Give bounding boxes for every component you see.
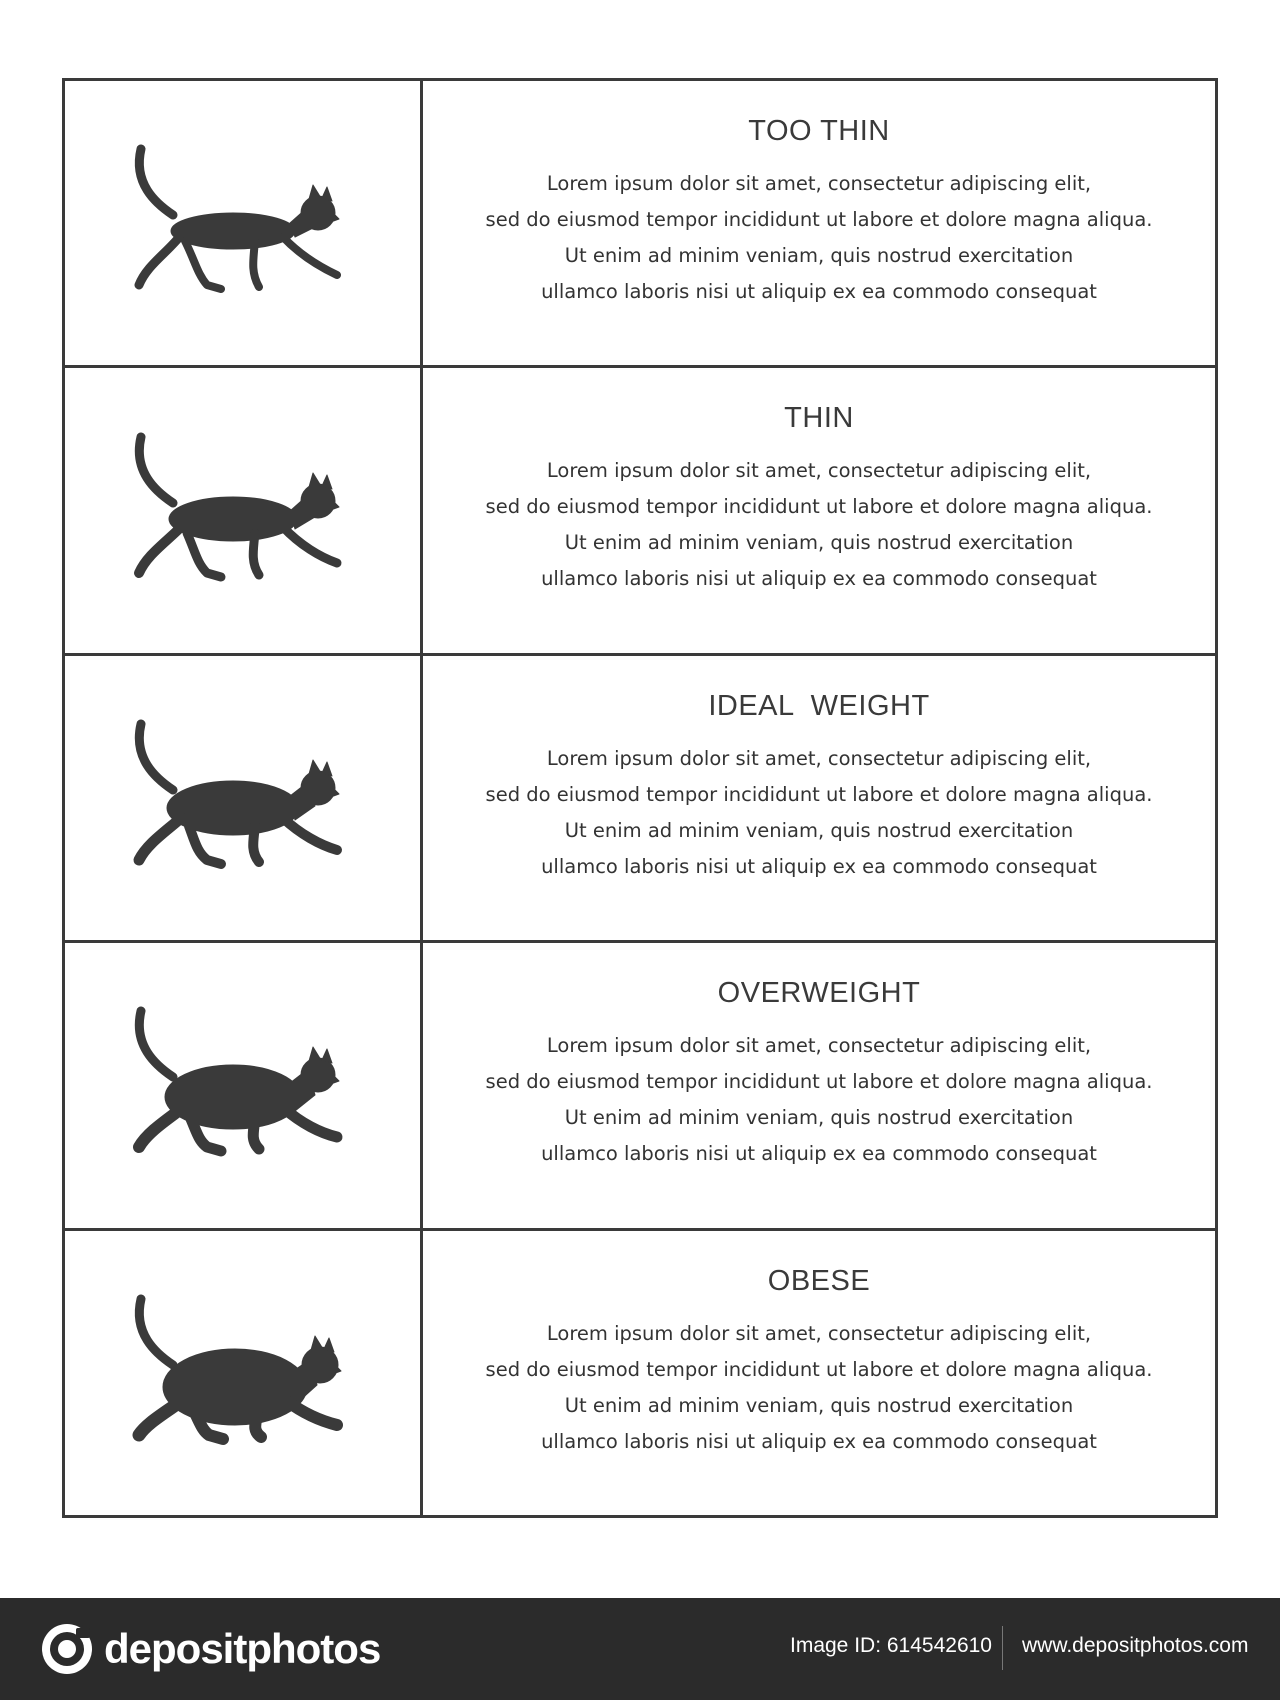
watermark-footer [0, 1598, 1280, 1700]
description-cell [423, 943, 1215, 1227]
description-line: Lorem ipsum dolor sit amet, consectetur adipiscing elit, [546, 1321, 1092, 1345]
description-line: ullamco laboris nisi ut aliquip ex ea commodo consequat [541, 1429, 1097, 1453]
ideal-cat-silhouette-icon [125, 718, 355, 878]
row-overweight [65, 943, 1215, 1230]
description-line: sed do eiusmod tempor incididunt ut labore et dolore magna aliqua. [485, 208, 1153, 231]
image-cell [65, 656, 423, 940]
footer-divider [1002, 1626, 1003, 1670]
image-cell [65, 368, 423, 652]
description-cell [423, 656, 1215, 940]
description-line: ullamco laboris nisi ut aliquip ex ea commodo consequat [541, 280, 1097, 303]
overweight-cat-silhouette-icon [125, 1005, 355, 1165]
description-line: sed do eiusmod tempor incididunt ut labore et dolore magna aliqua. [485, 1070, 1153, 1094]
thin-cat-silhouette-icon [125, 143, 355, 303]
row-title: OVERWEIGHT [717, 977, 921, 1010]
logo-wordmark: depositphotos [104, 1625, 381, 1672]
description-line: ullamco laboris nisi ut aliquip ex ea commodo consequat [541, 567, 1097, 591]
description-line: Ut enim ad minim veniam, quis nostrud exercitation [564, 1106, 1074, 1130]
row-obese [65, 1231, 1215, 1515]
description-line: sed do eiusmod tempor incididunt ut labore et dolore magna aliqua. [485, 495, 1153, 519]
row-title: IDEAL WEIGHT [708, 689, 930, 722]
row-ideal-weight [65, 656, 1215, 943]
cat-body-condition-table [62, 78, 1218, 1518]
row-title: OBESE [767, 1264, 871, 1297]
description-line: sed do eiusmod tempor incididunt ut labore et dolore magna aliqua. [485, 1357, 1153, 1381]
image-id-label: Image ID: 614542610 [790, 1634, 992, 1657]
row-title: TOO THIN [748, 115, 890, 147]
image-cell [65, 81, 423, 365]
description-cell [423, 81, 1215, 365]
description-line: Ut enim ad minim veniam, quis nostrud exercitation [564, 1393, 1074, 1417]
image-cell [65, 943, 423, 1227]
description-line: Lorem ipsum dolor sit amet, consectetur adipiscing elit, [546, 172, 1092, 195]
depositphotos-logo [40, 1622, 380, 1676]
row-too-thin [65, 81, 1215, 368]
description-line: ullamco laboris nisi ut aliquip ex ea commodo consequat [541, 1142, 1097, 1166]
row-title: THIN [784, 402, 854, 435]
row-thin [65, 368, 1215, 655]
description-line: sed do eiusmod tempor incididunt ut labore et dolore magna aliqua. [485, 782, 1153, 806]
description-line: Lorem ipsum dolor sit amet, consectetur adipiscing elit, [546, 1034, 1092, 1058]
description-line: Ut enim ad minim veniam, quis nostrud exercitation [564, 818, 1074, 842]
slim-cat-silhouette-icon [125, 431, 355, 591]
image-cell [65, 1231, 423, 1515]
description-line: Lorem ipsum dolor sit amet, consectetur adipiscing elit, [546, 459, 1092, 483]
description-cell [423, 1231, 1215, 1515]
site-url: www.depositphotos.com [1022, 1634, 1249, 1657]
description-line: ullamco laboris nisi ut aliquip ex ea commodo consequat [541, 854, 1097, 878]
camera-aperture-icon [40, 1622, 94, 1676]
description-line: Lorem ipsum dolor sit amet, consectetur adipiscing elit, [546, 746, 1092, 770]
description-line: Ut enim ad minim veniam, quis nostrud exercitation [564, 244, 1074, 267]
description-line: Ut enim ad minim veniam, quis nostrud exercitation [564, 531, 1074, 555]
obese-cat-silhouette-icon [125, 1293, 355, 1453]
description-cell [423, 368, 1215, 652]
